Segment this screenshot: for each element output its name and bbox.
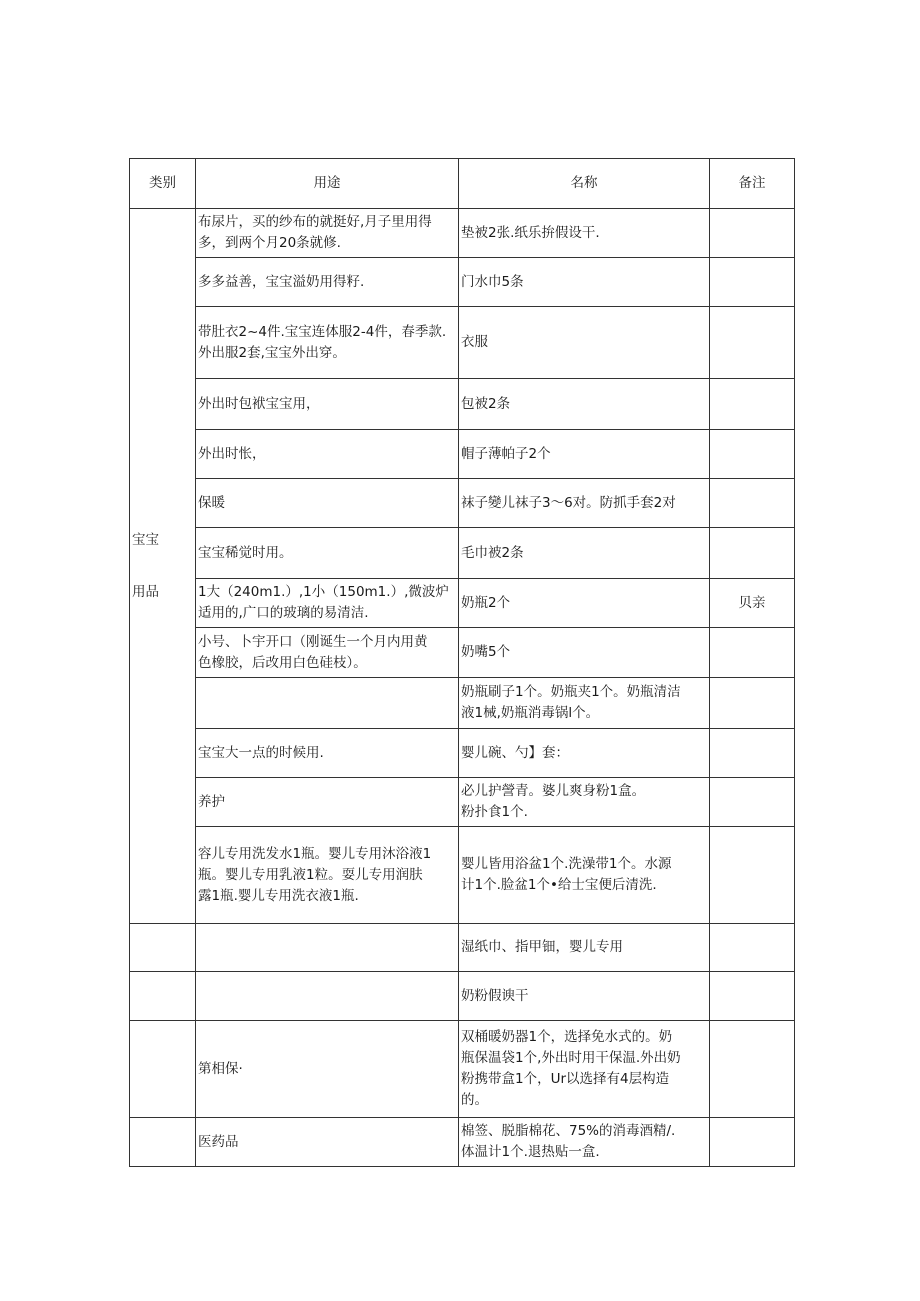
header-name: 名称 [459,159,710,209]
name-line: 袜子變儿袜子3～6对。防抓手套2对 [461,494,676,511]
name-cell [459,258,710,307]
note-cell [710,628,795,678]
table-row [130,628,795,678]
name-cell [459,209,710,258]
name-line: 婴儿碗、勺】套： [461,744,569,761]
name-line: 门水巾5条 [461,273,524,290]
note-cell [710,678,795,729]
category-label-line: 宝宝 [132,532,159,548]
header-category: 类别 [130,159,196,209]
name-line: 双桶暖奶器1个，选择免水式的。奶 [461,1029,673,1045]
name-cell [459,729,710,778]
name-line: 奶嘴5个 [461,644,511,660]
name-line: 奶瓶刷子1个。奶瓶夹1个。奶瓶清洁 [461,684,681,700]
note-cell [710,1118,795,1167]
use-line: 瓶。婴儿专用乳液1粒。耍儿专用润肤 [198,866,423,883]
name-cell [459,827,710,924]
use-line: 养护 [198,793,225,810]
note-cell [710,430,795,479]
use-line: 带肚衣2~4件.宝宝连体服2-4件，春季款. [198,323,447,340]
use-line: 容儿专用洗发水1瓶。婴儿专用沐浴液1 [198,845,432,862]
header-use: 用途 [196,159,459,209]
note-cell [710,778,795,827]
use-cell [196,430,459,479]
note-cell [710,1021,795,1118]
use-line: 多，到两个月20条就修. [198,235,341,251]
note-cell [710,258,795,307]
name-line: 液1械,奶瓶消毒锅l个。 [461,705,600,721]
use-cell [196,209,459,258]
use-line: 外出时怅， [198,445,266,462]
use-cell [196,1021,459,1118]
table-row [130,924,795,972]
table-row [130,778,795,827]
header-note: 备注 [710,159,795,209]
name-cell [459,924,710,972]
table-row [130,1118,795,1167]
name-line: 毛巾被2条 [461,544,524,561]
use-cell [196,258,459,307]
note-cell [710,209,795,258]
use-line: 外出服2套,宝宝外出穿。 [198,344,346,361]
note-cell [710,528,795,579]
name-cell [459,379,710,430]
name-line: 衣服 [461,334,488,350]
note-cell [710,729,795,778]
name-cell [459,1021,710,1118]
name-line: 包被2条 [461,395,511,412]
use-cell [196,307,459,379]
note-cell [710,379,795,430]
table-row [130,1021,795,1118]
table-row [130,827,795,924]
name-line: 奶粉假谀干 [461,987,529,1004]
name-line: 棉签、脱脂棉花、75%的消毒酒精/. [461,1123,676,1139]
use-line: 露1瓶.婴儿专用洗衣液1瓶. [198,887,359,904]
category-label-line: 用品 [132,584,159,600]
use-line: 多多益善，宝宝溢奶用得籽. [198,273,365,290]
note-cell [710,479,795,528]
use-cell [196,628,459,678]
name-line: 粉携带盒1个，Ur以选择有4层构造 [461,1071,670,1087]
name-line: 体温计1个.退热贴一盒. [461,1144,600,1160]
name-cell [459,778,710,827]
category-cell [130,972,196,1021]
use-line: 1大（240m1.）,1小（150m1.）,微波炉 [198,584,449,600]
name-line: 必儿护謍青。婆儿爽身粉1盒。 [461,783,646,799]
note-cell [710,972,795,1021]
name-line: 奶瓶2个 [461,594,511,611]
use-cell [196,1118,459,1167]
category-cell [130,924,196,972]
name-line: 计1个.脸盆1个•给士宝便后清洗. [461,877,657,893]
name-line: 粉扑食1个. [461,804,528,820]
use-line: 宝宝大一点的时候用. [198,744,324,761]
name-cell [459,528,710,579]
name-cell [459,972,710,1021]
use-line: 外出时包袱宝宝用， [198,395,320,412]
use-cell [196,778,459,827]
table-header-row [130,159,795,209]
name-cell [459,307,710,379]
name-cell [459,430,710,479]
use-line: 医药品 [198,1133,239,1150]
category-cell [130,209,196,924]
use-cell [196,827,459,924]
table-row [130,209,795,258]
use-line: 布尿片，买的纱布的就挺好,月子里用得 [198,214,432,230]
use-cell [196,379,459,430]
use-line: 第相保· [198,1060,243,1077]
category-cell [130,1021,196,1118]
category-cell [130,1118,196,1167]
table-row [130,972,795,1021]
note-cell [710,827,795,924]
note-cell: 贝亲 [710,579,795,628]
table-row [130,579,795,628]
name-line: 瓶保温袋1个,外出时用干保温.外出奶 [461,1050,681,1066]
name-line: 垫被2张.纸乐拚假设干. [461,224,600,241]
name-cell [459,1118,710,1167]
name-line: 婴儿皆用浴盆1个.洗澡带1个。水源 [461,856,672,872]
name-line: 帽子薄帕子2个 [461,445,551,462]
use-cell [196,678,459,729]
supply-table [129,158,795,1167]
use-cell [196,972,459,1021]
table-row [130,430,795,479]
name-cell [459,678,710,729]
name-cell [459,579,710,628]
table-row [130,528,795,579]
table-row [130,729,795,778]
use-cell [196,729,459,778]
use-cell [196,579,459,628]
use-line: 宝宝稀觉时用。 [198,544,293,561]
use-cell [196,479,459,528]
name-line: 的。 [461,1092,488,1108]
table-row [130,678,795,729]
use-cell [196,528,459,579]
table-row [130,479,795,528]
use-line: 色橡胶，后改用白色硅枝）。 [198,654,367,671]
name-cell [459,628,710,678]
name-cell [459,479,710,528]
use-line: 适用的,广口的玻璃的易清洁. [198,605,369,621]
use-cell [196,924,459,972]
table-row [130,307,795,379]
use-line: 小号、卜宇开口（刚诞生一个月内用黄 [198,633,428,650]
note-cell [710,307,795,379]
note-cell [710,924,795,972]
table-row [130,258,795,307]
table-row [130,379,795,430]
table-body [130,209,795,1167]
name-line: 湿纸巾、指甲钿，婴儿专用 [461,939,623,955]
use-line: 保暖 [198,494,225,511]
